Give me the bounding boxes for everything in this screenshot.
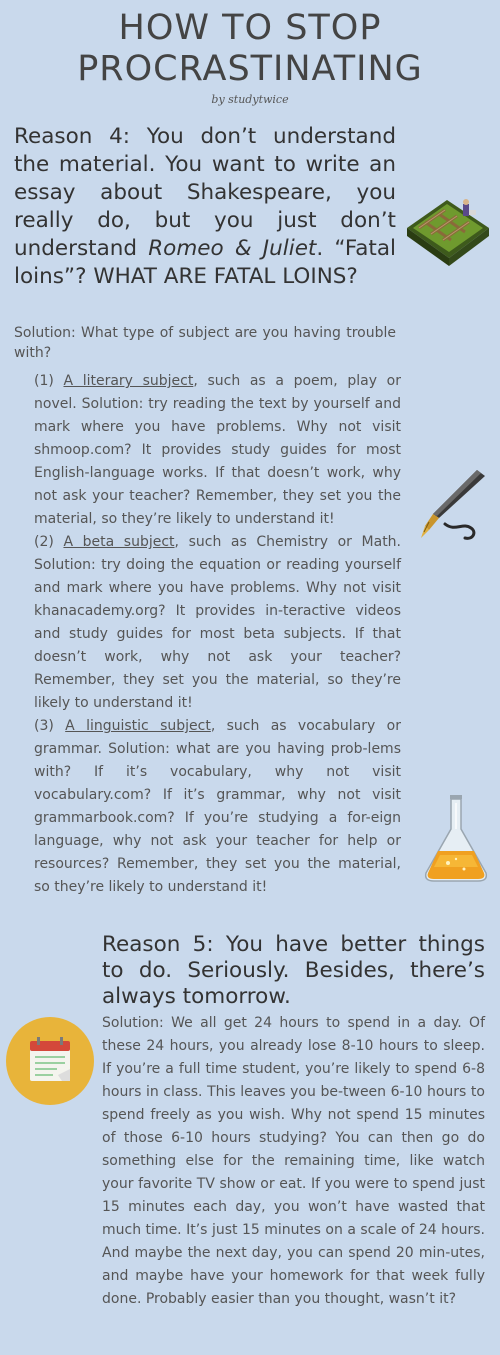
- reason-4-heading-post: . “Fatal loins”? WHAT ARE FATAL LOINS?: [14, 236, 396, 289]
- list-item-text: , such as Chemistry or Math. Solution: try doing the equation or reading yourself and mark where you have problems. Why not visit khanacademy.org? It provides in-teractive videos and study guides for most beta subjects. If that doesn’t work, why not ask your teacher? Remember, they set you the material, so they’re likely to understand it!: [34, 534, 401, 711]
- list-item-number: (1): [34, 373, 64, 389]
- list-item-number: (2): [34, 534, 64, 550]
- calendar-icon: [6, 1017, 94, 1105]
- subject-list: [34, 370, 401, 899]
- maze-icon: [405, 188, 491, 268]
- reason-5-solution: Solution: We all get 24 hours to spend in a day. Of these 24 hours, you already lose 8-10 hours to sleep. If you’re a full time student, you’re likely to spend 6-8 hours in class. This leaves you be-tween 6-10 hours to spend freely as you wish. Why not spend 15 minutes of those 6-10 hours studying? You can then go do something else for the remaining time, like watch your favorite TV show or eat. If you were to spend just 15 minutes each day, you won’t have wasted that much time. It’s just 15 minutes on a scale of 24 hours. And maybe the next day, you can spend 20 min-utes, and maybe have your homework for that week fully done. Probably easier than you thought, wasn’t it?: [102, 1015, 485, 1307]
- flask-icon: [420, 793, 490, 885]
- reason-4-heading: [14, 123, 396, 291]
- reason-4-solution: Solution: What type of subject are you having trouble with?: [14, 325, 396, 361]
- list-item-linguistic: [34, 715, 401, 899]
- beta-subject-link[interactable]: A beta subject: [63, 534, 175, 550]
- literary-subject-link[interactable]: A literary subject: [63, 373, 194, 389]
- title-line-2: PROCRASTINATING: [77, 49, 423, 89]
- linguistic-subject-link[interactable]: A linguistic subject: [65, 718, 211, 734]
- reason-4-heading-italic: Romeo & Juliet: [148, 236, 317, 261]
- fountain-pen-icon: [415, 468, 491, 548]
- reason-5-heading: Reason 5: You have better things to do. Seriously. Besides, there’s always tomorrow.: [102, 932, 485, 1009]
- list-item-text: , such as a poem, play or novel. Solution: try reading the text by yourself and mark where you have problems. Why not visit shmoop.com? It provides study guides for most English-language works. If that doesn’t work, why not ask your teacher? Remember, they set you the material, so they’re likely to understand it!: [34, 373, 401, 527]
- list-item-beta: [34, 531, 401, 715]
- list-item-text: , such as vocabulary or grammar. Solution: what are you having prob-lems with? If it’s vocabulary, why not visit vocabulary.com? If it’s grammar, why not visit grammarbook.com? If you’re studying a for-eign language, why not ask your teacher for help or resources? Remember, they set you the material, so they’re likely to understand it!: [34, 718, 401, 895]
- list-item-literary: [34, 370, 401, 531]
- reason-4-heading-pre: Reason 4: You don’t understand the material. You want to write an essay about Shakespeare, you really do, but you just don’t understand: [14, 124, 396, 261]
- byline: by studytwice: [211, 93, 289, 106]
- list-item-number: (3): [34, 718, 66, 734]
- page-title: [0, 8, 500, 90]
- title-line-1: HOW TO STOP: [118, 8, 382, 48]
